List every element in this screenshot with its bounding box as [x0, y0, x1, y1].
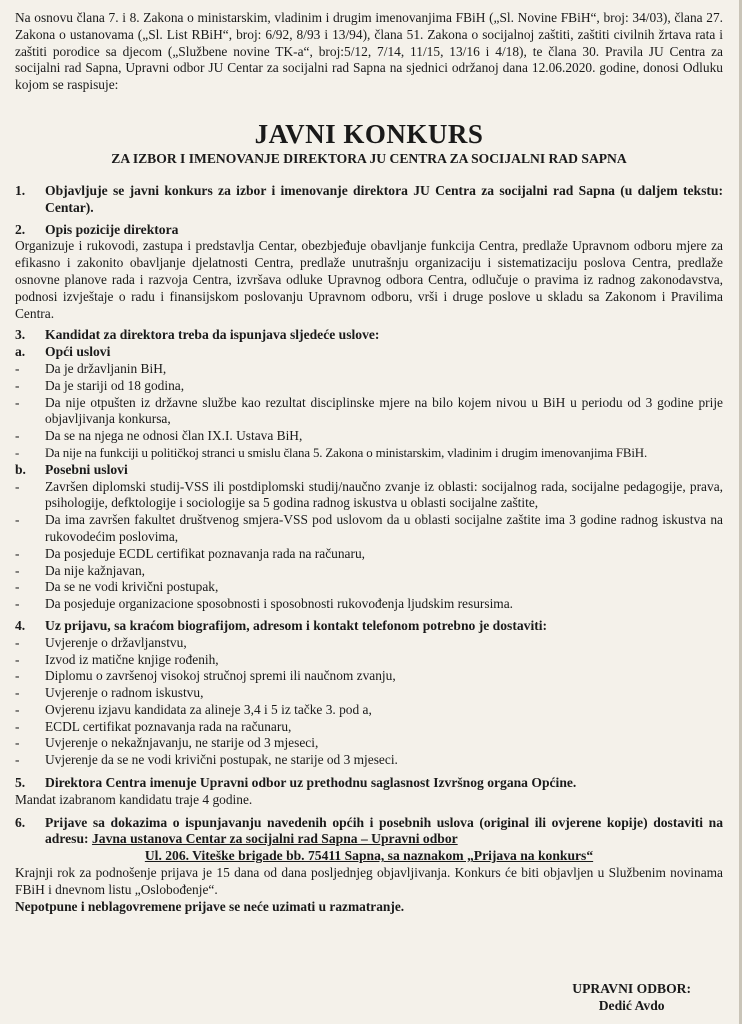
section-3-heading: Kandidat za direktora treba da ispunjava sljedeće uslove: — [45, 327, 380, 343]
list-item: - Uvjerenje o radnom iskustvu, — [15, 685, 204, 701]
special-conditions-list — [15, 479, 723, 613]
section-2-heading: Opis pozicije direktora — [45, 221, 179, 237]
section-4 — [15, 618, 723, 769]
list-item: - Da ima završen fakultet društvenog smjera-VSS pod uslovom da u oblasti socijalne zaštite ima 3 godine radnog iskustva na rukovodećim poslovima, — [15, 512, 723, 544]
list-item: - Da posjeduje ECDL certifikat poznavanja rada na računaru, — [15, 545, 365, 561]
list-item: - Da nije kažnjavan, — [15, 562, 146, 578]
section-number: 4. — [15, 617, 26, 633]
address-line-1: Javna ustanova Centar za socijalni rad Sapna – Upravni odbor — [91, 831, 458, 847]
document-subtitle: ZA IZBOR I IMENOVANJE DIREKTORA JU CENTRA ZA SOCIJALNI RAD SAPNA — [111, 150, 627, 166]
intro-paragraph: Na osnovu člana 7. i 8. Zakona o ministarskim, vladinim i drugim imenovanjima FBiH („Sl. Novine FBiH“, broj: 34/03), člana 27. Zakona o ustanovama („Sl. List RBiH“, broj: 6/92, 8/93 i 13/94), člana 51. Zakona o socijalnoj zaštiti, zaštiti civilnih žrtava rata i zaštiti porodice sa djecom („Službene novine TK-a“, broj:5/12, 7/14, 11/15, 13/16 i 4/18), te člana 30. Pravila JU Centra za socijalni rad Sapna, Upravni odbor JU Centar za socijalni rad Sapna na sjednici održanoj dana 12.06.2020. godine, donosi Odluku kojom se raspisuje: — [15, 10, 723, 93]
list-item: - Uvjerenje o državljanstvu, — [15, 634, 187, 650]
subsection-letter: a. — [15, 344, 26, 360]
list-item: - Da se ne vodi krivični postupak, — [15, 579, 219, 595]
section-4-heading: Uz prijavu, sa kraćom biografijom, adresom i kontakt telefonom potrebno je dostaviti: — [45, 617, 548, 633]
list-item: - Da nije otpušten iz državne službe kao rezultat disciplinske mjere na bilo kojem nivou u BiH u periodu od 3 godine prije objavljivanja konkursa, — [15, 394, 723, 427]
signature-block — [572, 980, 691, 1014]
list-item: - Da je državljanin BiH, — [15, 360, 167, 376]
signature-board: UPRAVNI ODBOR: — [572, 981, 691, 996]
section-5 — [15, 775, 723, 809]
section-1-text: Objavljuje se javni konkurs za izbor i imenovanje direktora JU Centra za socijalni rad Sapna (u daljem tekstu: Centar). — [45, 182, 723, 215]
section-6-heading: Prijave sa dokazima o ispunjavanju navedenih općih i posebnih uslova (original ili ovjerene kopije) dostaviti na adresu: — [45, 814, 723, 847]
subsection-letter: b. — [15, 461, 26, 477]
list-item: - Diplomu o završenoj visokoj stručnoj spremi ili naučnom zvanju, — [15, 668, 396, 684]
list-item: - Izvod iz matične knjige rođenih, — [15, 651, 219, 667]
section-number: 3. — [15, 327, 26, 343]
section-2-body: Organizuje i rukovodi, zastupa i predstavlja Centar, obezbjeđuje obavljanje funkcija Centra, predlaže Upravnom odboru mjere za efikasno i zakonito obavljanje djelatnosti Centra, predlaže unutrašnju organizaciju i sistematizaciju poslova Centra, predlaže osnovne planove rada i razvoja Centra, izvršava odluke Upravnog odbora Centra, odlučuje o pravima iz radnog zakonodavstva, podnosi izvještaje o radu i finansijskom poslovanju Upravnom odboru, vrši i druge poslove u skladu sa Zakonom i Pravilima Centra. — [15, 238, 723, 321]
list-item: - Uvjerenje o nekažnjavanju, ne starije od 3 mjeseci, — [15, 735, 319, 751]
list-item: - ECDL certifikat poznavanja rada na računaru, — [15, 718, 292, 734]
address-line-2: Ul. 206. Viteške brigade bb. 75411 Sapna, sa naznakom „Prijava na konkurs“ — [144, 848, 594, 864]
list-item: - Završen diplomski studij-VSS ili postdiplomski studij/naučno zvanje iz oblasti: socijalnog rada, socijalne pedagogije, prava, psihologije, defktologije i sociologije sa 5 godina radnog iskustva u oblasti socijalne zaštite, — [15, 478, 723, 511]
list-item: - Ovjerenu izjavu kandidata za alineje 3,4 i 5 iz tačke 3. pod a, — [15, 701, 372, 717]
section-number: 6. — [15, 814, 26, 830]
general-conditions-list — [15, 361, 723, 462]
section-2 — [15, 222, 723, 323]
section-number: 2. — [15, 221, 26, 237]
subsection-b-heading: Posebni uslovi — [45, 461, 128, 477]
required-documents-list — [15, 635, 723, 769]
list-item: - Uvjerenje da se ne vodi krivični postupak, ne starije od 3 mjeseci. — [15, 752, 398, 768]
section-number: 1. — [15, 182, 26, 198]
list-item: - Da se na njega ne odnosi član IX.I. Ustava BiH, — [15, 428, 303, 444]
document-title: JAVNI KONKURS — [254, 118, 484, 149]
section-5-heading: Direktora Centra imenuje Upravni odbor uz prethodnu saglasnost Izvršnog organa Općine. — [45, 775, 577, 791]
list-item: - Da je stariji od 18 godina, — [15, 377, 185, 393]
section-6-body: Krajnji rok za podnošenje prijava je 15 dana od dana posljednjeg objavljivanja. Konkurs će biti objavljen u Službenim novinama FBiH i dnevnom listu „Oslobođenje“. — [15, 865, 723, 897]
list-item: - Da posjeduje organizacione sposobnosti i sposobnosti rukovođenja ljudskim resursima. — [15, 596, 513, 612]
section-6-note: Nepotpune i neblagovremene prijave se neće uzimati u razmatranje. — [15, 898, 405, 914]
section-3 — [15, 327, 723, 613]
section-number: 5. — [15, 775, 26, 791]
section-5-body: Mandat izabranom kandidatu traje 4 godine. — [15, 791, 253, 807]
subsection-a-heading: Opći uslovi — [45, 344, 111, 360]
section-6 — [15, 815, 723, 916]
signature-name: Dedić Avdo — [598, 998, 665, 1013]
section-1 — [15, 183, 723, 217]
list-item: - Da nije na funkciji u političkoj stranci u smislu člana 5. Zakona o ministarskim, vladinim i drugim imenovanjima FBiH. — [15, 445, 648, 460]
